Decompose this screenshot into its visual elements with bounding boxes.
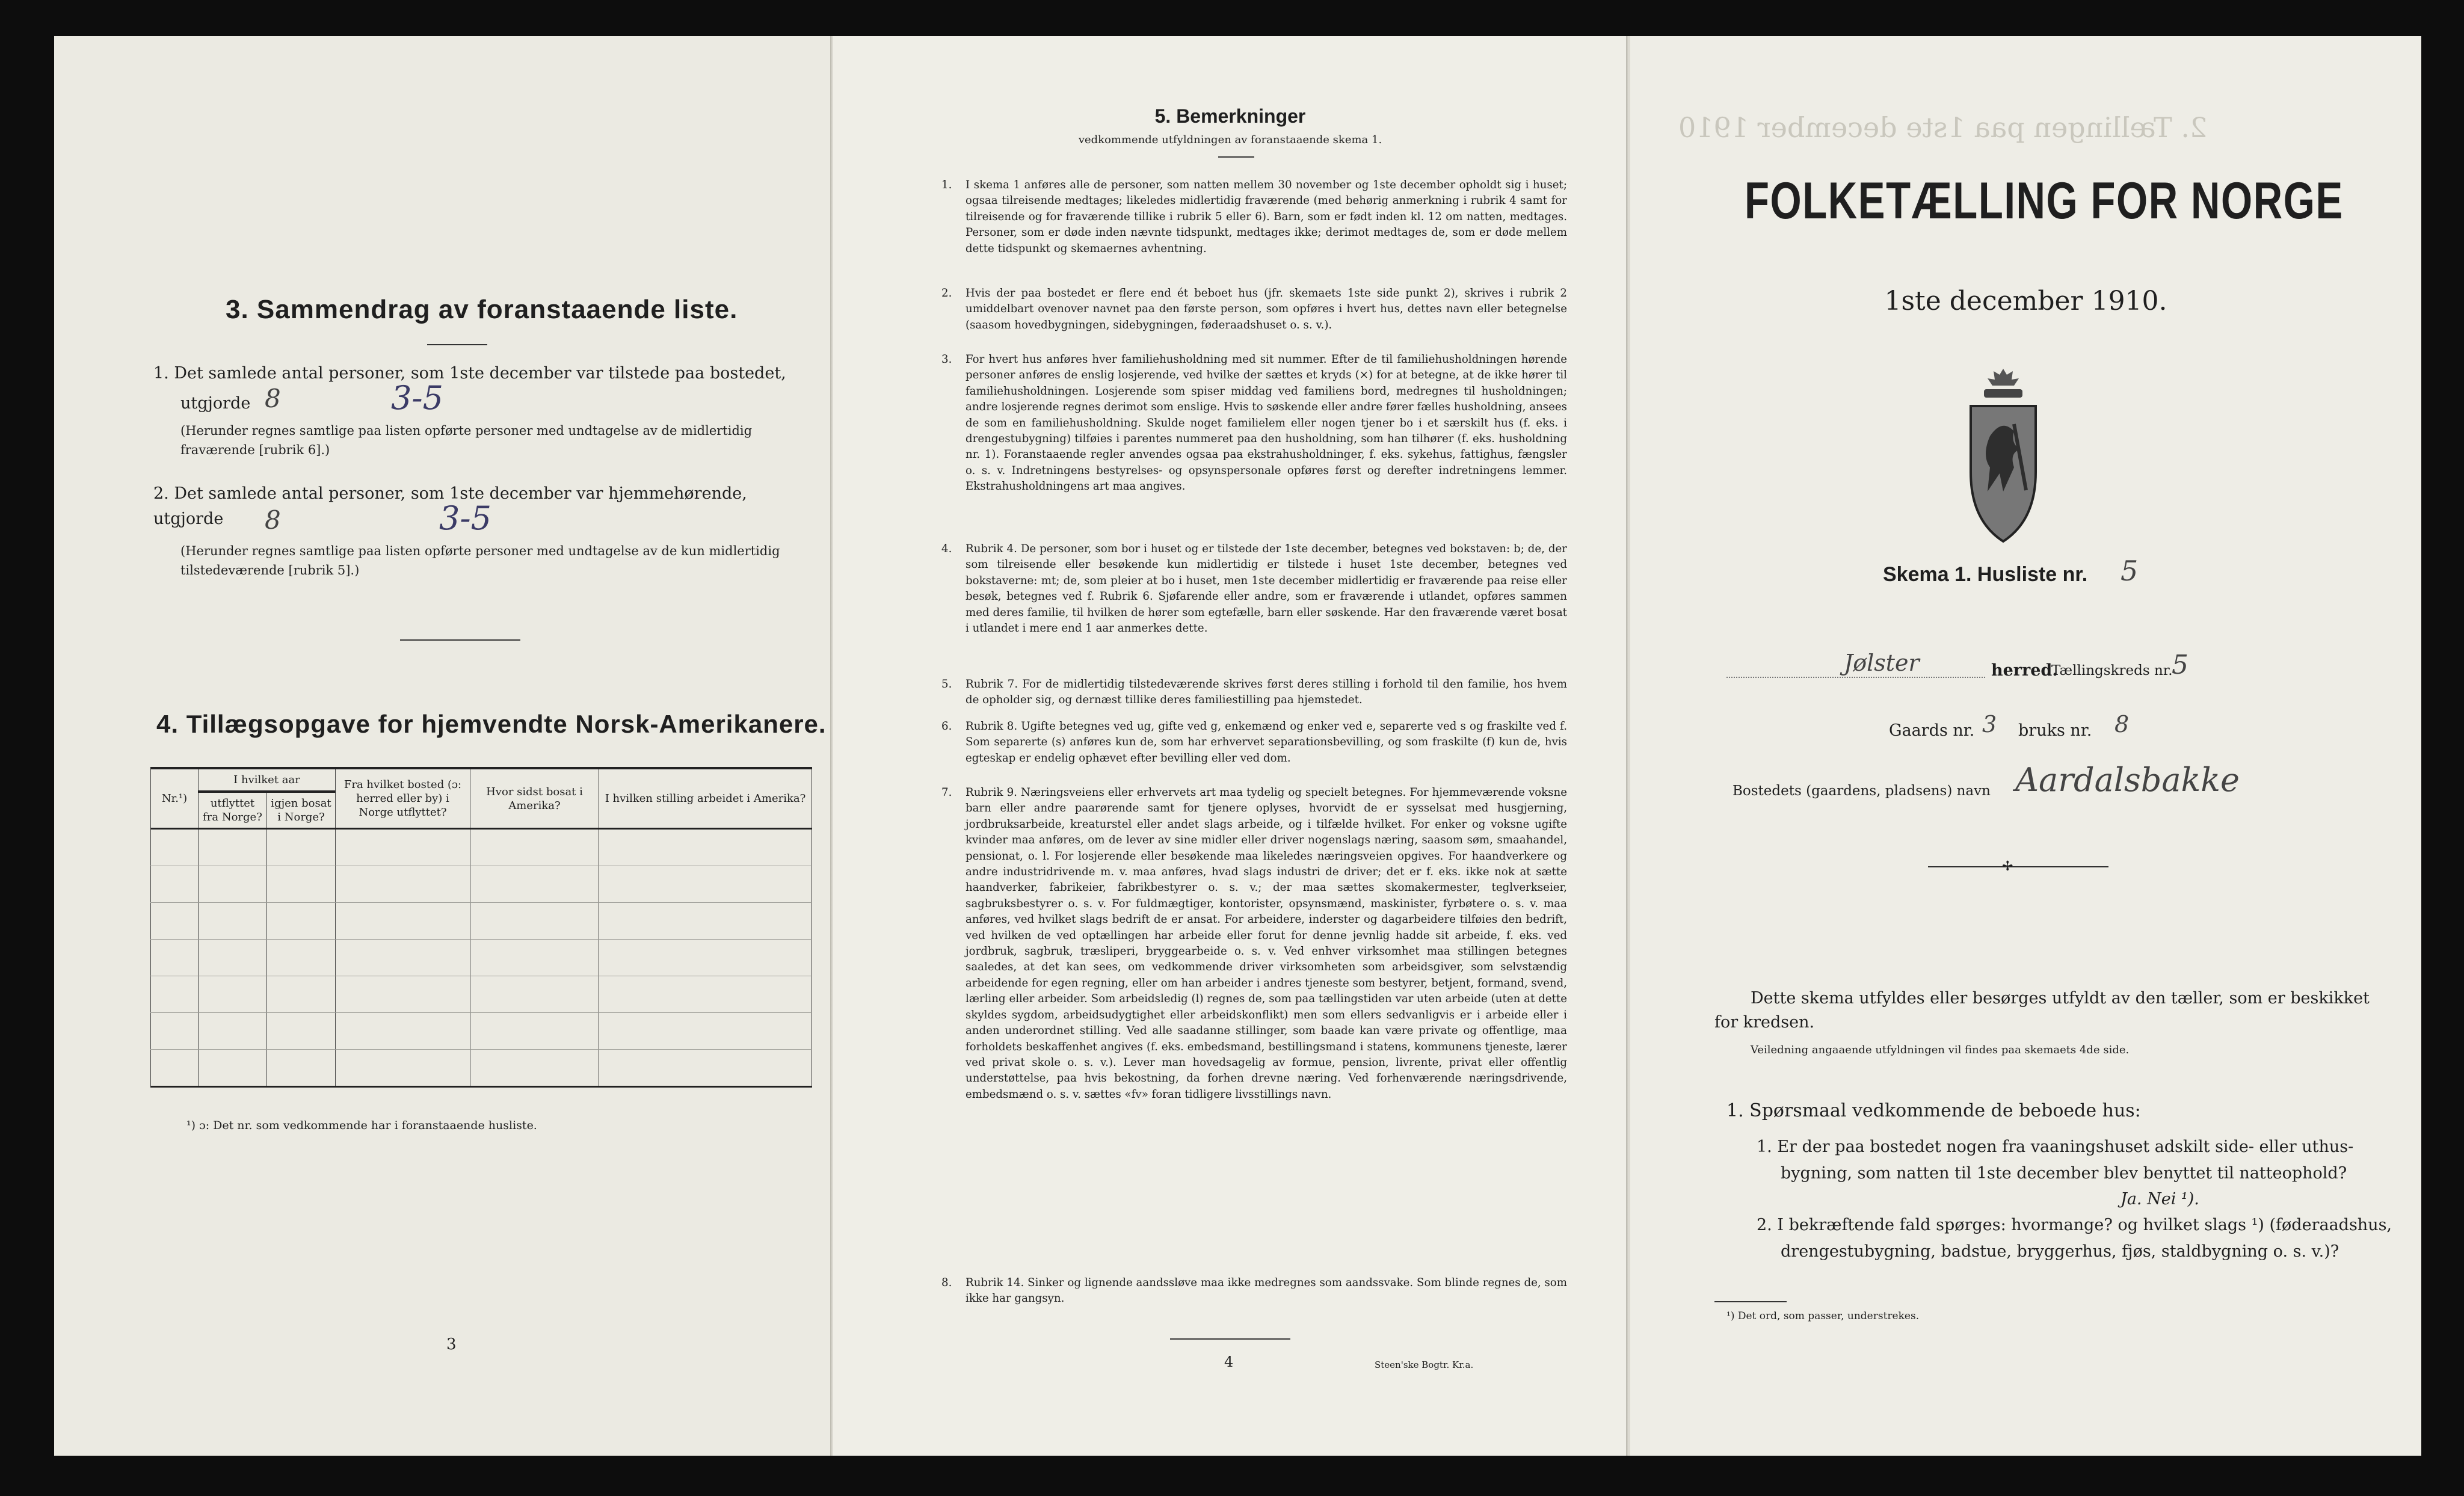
table-cell [151,1013,199,1050]
table-cell [199,940,267,976]
table-cell [336,903,470,940]
item-1-correction: 3-5 [391,379,443,417]
para-number: 7. [941,786,952,799]
item-1-utgjorde-label: utgjorde [180,394,251,413]
table-cell [470,940,599,976]
para-text: Rubrik 14. Sinker og lignende aandssløve maa ikke medregnes som aandssvake. Som blinde regnes de, som ikke har gangsyn. [966,1276,1567,1305]
bemerkning-4 [941,541,1567,636]
table-cell [151,866,199,903]
dotted-line [1726,677,1985,679]
table-cell [599,940,812,976]
col-hvor-sidst-bosat: Hvor sidst bosat i Amerika? [470,768,599,829]
taellingskreds-value: 5 [2172,650,2188,680]
table-cell [199,1013,267,1050]
section-4-heading: 4. Tillægsopgave for hjemvendte Norsk-Amerikanere. [156,710,827,738]
table-cell [470,866,599,903]
col-nr: Nr.¹) [151,768,199,829]
table-cell [336,866,470,903]
table-cell [599,903,812,940]
divider [427,344,487,345]
item-1-value: 8 [265,384,281,413]
page-number: 3 [446,1335,457,1353]
item-2-note: (Herunder regnes samtlige paa listen opførte personer med undtagelse av de kun midlertidig tilstedeværende [rubrik 5].) [180,544,780,577]
divider [1218,156,1254,158]
item-1-note: (Herunder regnes samtlige paa listen opførte personer med undtagelse av de midlertidig fraværende [rubrik 6].) [180,423,753,457]
table-row [151,866,812,903]
taellingskreds-label: Tællingskreds nr. [2051,663,2173,679]
herred-value: Jølster [1844,650,1920,676]
item-2-text: 2. Det samlede antal personer, som 1ste december var hjemmehørende, utgjorde [153,484,747,528]
skema-label: Skema 1. Husliste nr. [1883,563,2088,586]
divider [400,639,520,641]
para-number: 1. [941,179,952,191]
section-5-heading: 5. Bemerkninger [1154,105,1306,127]
intro-subtext: Veiledning angaaende utfyldningen vil findes paa skemaets 4de side. [1751,1044,2130,1056]
bosted-label: Bostedets (gaardens, pladsens) navn [1732,783,1991,799]
item-2-correction: 3-5 [439,499,491,537]
table-cell [151,940,199,976]
table-cell [267,1050,336,1087]
table-row [151,1050,812,1087]
bemerkning-8 [941,1275,1567,1307]
table-cell [599,976,812,1013]
intro-text: Dette skema utfyldes eller besørges utfyldt av den tæller, som er beskikket for kredsen. [1714,989,2370,1032]
table-cell [267,829,336,866]
table-cell [267,903,336,940]
gaards-label: Gaards nr. [1889,721,1975,740]
table-cell [151,1050,199,1087]
bruks-value: 8 [2114,711,2130,737]
para-number: 8. [941,1276,952,1289]
page-1 [1630,36,2421,1456]
para-text: I skema 1 anføres alle de personer, som natten mellem 30 november og 1ste december opholdt sig i huset; ogsaa tilreisende medtages; likeledes midlertidig fraværende (med behørig anmerkning i rubrik 4 samt for tilreisende og for fraværende tillike i rubrik 5 eller 6). Barn, som er født inden kl. 12 om natten, medtages. Personer, som er døde inden nævnte tidspunkt, medtages ikke; derimot medtages de, som er døde mellem dette tidspunkt og skemaernes avhentning. [966,179,1567,255]
table-row [151,903,812,940]
para-number: 3. [941,353,952,366]
col-stilling: I hvilken stilling arbeidet i Amerika? [599,768,812,829]
table-cell [470,903,599,940]
table-cell [470,829,599,866]
table-cell [599,1050,812,1087]
table-cell [199,866,267,903]
para-text: Rubrik 9. Næringsveiens eller erhvervets art maa tydelig og specielt betegnes. For hjemmeværende voksne barn eller andre paarørende samt for tjenere oplyses, hvorvidt de er sysselsat med husgjerning, jordbruksarbeide, kreaturstel eller andet slags arbeide, og i tilfælde hvilket. For enker og voksne ugifte kvinder maa anføres, om de lever av sine midler eller driver nogenslags næring, saasom søm, smaahandel, pensionat, o. l. For losjerende eller besøkende maa likeledes næringsveien opgives. For haandverkere og andre industridrivende m. v. maa anføres, hvad slags industri de driver; det er f. eks. ikke nok at sætte haandverker, fabrikeier, fabrikbestyrer o. s. v.; der maa sættes skomakermester, teglverkseier, sagbruksbestyrer o. s. v. For fuldmægtiger, kontorister, opsynsmænd, maskinister, fyrbøtere o. s. v. maa anføres, ved hvilket slags bedrift de er ansat. For arbeidere, inderster og dagarbeidere tilføies den bedrift, ved hvilken de ved optællingen har arbeide eller forut for denne jevnlig hadde sit arbeide, f. eks. ved jordbruk, sagbruk, træsliperi, bryggearbeide o. s. v. Ved enhver virksomhet maa stillingen betegnes saaledes, at det kan sees, om vedkommende driver virksomheten som arbeidsgiver, som selvstændig arbeidende for egen regning, eller om han arbeider i andres tjeneste som bestyrer, betjent, formand, svend, lærling eller arbeider. Som arbeidsledig (l) regnes de, som paa tællingstiden var uten arbeide (uten at dette skyldes sygdom, arbeidsudygtighet eller arbeidskonflikt) men som ellers sedvanligvis er i arbeide eller i anden underordnet stilling. Ved alle saadanne stillinger, som baade kan være private og offentlige, maa forholdets beskaffenhet angives (f. eks. embedsmand, bestillingsmand i statens, kommunens tjeneste, lærer ved privat skole o. s. v.). Lever man hovedsagelig av formue, pension, livrente, privat eller offentlig understøttelse, paa hvis bekostning, da forhen drevne næring. Ved forhenværende næringsdrivende, embedsmænd o. s. v. sættes «fv» foran tidligere livsstillings navn. [966,786,1567,1101]
coat-of-arms-icon [1960,364,2047,553]
page-3 [54,36,830,1456]
para-number: 4. [941,543,952,555]
table-cell [199,903,267,940]
question-1-1: 1. Er der paa bostedet nogen fra vaaningshuset adskilt side- eller uthus-bygning, som natten til 1ste december blev benyttet til natteophold? [1757,1137,2354,1183]
table-cell [336,829,470,866]
printer-mark: Steen'ske Bogtr. Kr.a. [1375,1359,1474,1370]
husliste-nr: 5 [2121,555,2139,587]
bemerkning-5 [941,677,1567,709]
para-text: Rubrik 8. Ugifte betegnes ved ug, gifte ved g, enkemænd og enker ved e, separerte ved s og fraskilte ved f. Som separerte (s) anføres kun de, som har erhvervet separationsbevilling, og som fraskilte (f) kun de, hvis egteskap er endelig ophævet efter bevilling eller ved dom. [966,720,1567,765]
table-cell [336,976,470,1013]
table-cell [267,940,336,976]
section-5-subheading: vedkommende utfyldningen av foranstaaende skema 1. [1078,134,1382,146]
ornament-icon: ✢ [2002,859,2013,874]
question-1-2: 2. I bekræftende fald spørges: hvormange? og hvilket slags ¹) (føderaadshus, drengestubygning, badstue, bryggerhus, fjøs, staldbygning o. s. v.)? [1757,1216,2392,1261]
para-text: Rubrik 7. For de midlertidig tilstedeværende skrives først deres stilling i forhold til den familie, hos hvem de opholder sig, og dernæst tillike deres familiestilling paa hjemstedet. [966,678,1567,707]
table-row [151,1013,812,1050]
para-number: 5. [941,678,952,691]
footnote-rule [1714,1301,1787,1302]
bemerkning-1 [941,177,1567,257]
question-1-heading: 1. Spørsmaal vedkommende de beboede hus: [1726,1100,2141,1121]
census-date: 1ste december 1910. [1884,286,2167,316]
bruks-label: bruks nr. [2018,721,2092,740]
table-cell [470,1013,599,1050]
footnote: ¹) ɔ: Det nr. som vedkommende har i foranstaaende husliste. [186,1119,537,1132]
para-number: 6. [941,720,952,733]
table-cell [599,1013,812,1050]
para-number: 2. [941,287,952,300]
herred-label: herred. [1991,661,2058,680]
table-cell [199,1050,267,1087]
table-cell [336,940,470,976]
table-cell [599,866,812,903]
gaards-value: 3 [1982,711,1997,737]
table-cell [336,1013,470,1050]
divider [1170,1338,1290,1340]
bemerkning-6 [941,719,1567,766]
table-cell [151,976,199,1013]
table-cell [199,829,267,866]
question-1-1-answer: Ja. Nei ¹). [2121,1190,2199,1208]
col-fra-hvilket-bosted: Fra hvilket bosted (ɔ: herred eller by) i Norge utflyttet? [336,768,470,829]
col-utflyttet: utflyttet fra Norge? [199,792,267,829]
table-cell [267,976,336,1013]
para-text: Rubrik 4. De personer, som bor i huset og er tilstede der 1ste december, betegnes ved bokstaven: b; de, der som tilreisende eller besøkende kun midlertidig er tilstede i huset 1ste december, betegnes ved bokstaverne: mt; de, som pleier at bo i huset, men 1ste december midlertidig er fraværende paa reise eller besøk, betegnes ved f. Rubrik 6. Sjøfarende eller andre, som er fraværende i utlandet, opføres sammen med deres familie, til hvilken de hører som egtefælle, barn eller søskende. Har den fraværende været bosat i utlandet i mere end 1 aar anmerkes dette. [966,543,1567,635]
table-cell [470,1050,599,1087]
divider [1928,866,2108,867]
footnote: ¹) Det ord, som passer, understrekes. [1726,1310,1920,1322]
table-row [151,829,812,866]
para-text: Hvis der paa bostedet er flere end ét beboet hus (jfr. skemaets 1ste side punkt 2), skrives i rubrik 2 umiddelbart ovenover navnet paa den første person, som opføres i hvert hus, dettes navn eller betegnelse (saasom hovedbygningen, sidebygningen, føderaadshuset o. s. v.). [966,287,1567,331]
table-cell [470,976,599,1013]
bleed-through-text: 2. Tællingen paa 1ste december 1910 [1678,111,2208,144]
table-cell [267,866,336,903]
norsk-amerikaner-table [150,767,812,1088]
table-cell [151,903,199,940]
bemerkning-7 [941,785,1567,1103]
page-4 [833,36,1627,1456]
table-cell [151,829,199,866]
table-row [151,940,812,976]
table-cell [336,1050,470,1087]
col-group-hvilket-aar: I hvilket aar [199,768,336,792]
bosted-value: Aardalsbakke [2015,761,2240,799]
table-cell [599,829,812,866]
bemerkning-2 [941,286,1567,333]
table-cell [267,1013,336,1050]
table-row [151,976,812,1013]
page-number: 4 [1224,1353,1234,1370]
bemerkning-3 [941,352,1567,495]
item-2-value: 8 [265,505,281,535]
table-cell [199,976,267,1013]
form-title: FOLKETÆLLING FOR NORGE [1745,172,2344,230]
item-1-text: 1. Det samlede antal personer, som 1ste december var tilstede paa bostedet, [153,364,786,383]
para-text: For hvert hus anføres hver familiehusholdning med sit nummer. Efter de til familiehusholdningen hørende personer anføres de enslig losjerende, ved hvilke der sættes et kryds (×) for at betegne, at de ikke hører til familiehusholdningen. Losjerende som spiser middag ved familiens bord, medregnes til husholdningen; andre losjerende regnes derimot som enslige. Hvis to søskende eller andre fører fælles husholdning, ansees de som en familiehusholdning. Skulde noget familielem eller nogen tjener bo i et særskilt hus (f. eks. i drengestubygning) tilføies i parentes nummeret paa den husholdning, som han tilhører (f. eks. husholdning nr. 1). Foranstaaende regler anvendes ogsaa paa ekstrahusholdninger, f. eks. sykehus, fattighus, fængsler o. s. v. Indretningens bestyrelses- og opsynspersonale opføres først og derefter indretningens lemmer. Ekstrahusholdningens art maa angives. [966,353,1567,493]
col-igjen-bosat: igjen bosat i Norge? [267,792,336,829]
section-3-heading: 3. Sammendrag av foranstaaende liste. [226,295,738,324]
